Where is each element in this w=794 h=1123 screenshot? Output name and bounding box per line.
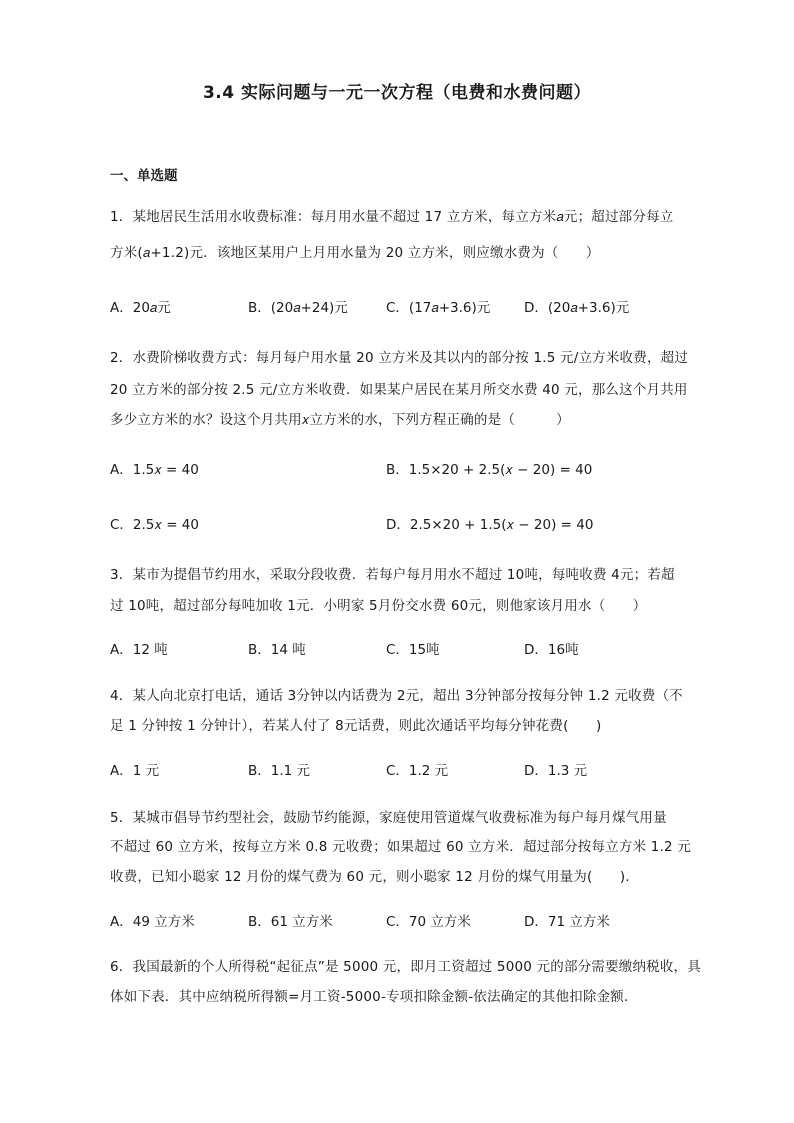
- question-3-line-2: 过 10吨，超过部分每吨加收 1元．小明家 5月份交水费 60元，则他家该月用水（ ）: [110, 598, 647, 614]
- question-1-line-1: 1．某地居民生活用水收费标准：每月用水量不超过 17 立方米，每立方米𝑎元；超过部分每立: [110, 209, 674, 225]
- question-3-option-c: C．15吨: [386, 642, 440, 658]
- question-2-option-b: B．1.5×20 + 2.5(𝑥 − 20) = 40: [386, 462, 593, 478]
- question-4-option-c: C．1.2 元: [386, 763, 449, 779]
- question-1-option-c: C．(17𝑎+3.6)元: [386, 300, 491, 316]
- question-5-line-1: 5．某城市倡导节约型社会，鼓励节约能源，家庭使用管道煤气收费标准为每户每月煤气用量: [110, 810, 667, 826]
- question-1-line-2: 方米(𝑎+1.2)元．该地区某用户上月用水量为 20 立方米，则应缴水费为（ ）: [110, 245, 600, 261]
- question-2-option-d: D．2.5×20 + 1.5(𝑥 − 20) = 40: [386, 517, 594, 533]
- page-title: 3.4 实际问题与一元一次方程（电费和水费问题）: [202, 83, 592, 103]
- question-1-option-a: A．20𝑎元: [110, 300, 171, 316]
- section-heading: 一、单选题: [110, 168, 178, 184]
- question-2-line-1: 2．水费阶梯收费方式：每月每户用水量 20 立方米及其以内的部分按 1.5 元/立方米收费，超过: [110, 350, 689, 366]
- question-5-option-a: A．49 立方米: [110, 914, 195, 930]
- question-5-option-c: C．70 立方米: [386, 914, 471, 930]
- question-4-option-a: A．1 元: [110, 763, 160, 779]
- question-2-line-2: 20 立方米的部分按 2.5 元/立方米收费．如果某户居民在某月所交水费 40 元，那么这个月共用: [110, 382, 688, 398]
- question-1-option-b: B．(20𝑎+24)元: [248, 300, 348, 316]
- question-3-option-b: B．14 吨: [248, 642, 306, 658]
- question-2-line-3: 多少立方米的水？设这个月共用𝑥立方米的水，下列方程正确的是（ ）: [110, 412, 570, 428]
- question-4-option-d: D．1.3 元: [524, 763, 588, 779]
- question-3-option-a: A．12 吨: [110, 642, 168, 658]
- question-2-option-c: C．2.5𝑥 = 40: [110, 517, 199, 533]
- question-3-line-1: 3．某市为提倡节约用水，采取分段收费．若每户每月用水不超过 10吨，每吨收费 4元；若超: [110, 567, 675, 583]
- question-5-line-2: 不超过 60 立方米，按每立方米 0.8 元收费；如果超过 60 立方米．超过部分按每立方米 1.2 元: [110, 839, 692, 855]
- question-3-option-d: D．16吨: [524, 642, 579, 658]
- question-4-line-1: 4．某人向北京打电话，通话 3分钟以内话费为 2元，超出 3分钟部分按每分钟 1.2 元收费（不: [110, 688, 683, 704]
- question-5-line-3: 收费，已知小聪家 12 月份的煤气费为 60 元，则小聪家 12 月份的煤气用量为( )．: [110, 869, 640, 885]
- question-5-option-d: D．71 立方米: [524, 914, 610, 930]
- question-1-option-d: D．(20𝑎+3.6)元: [524, 300, 630, 316]
- question-4-option-b: B．1.1 元: [248, 763, 311, 779]
- question-4-line-2: 足 1 分钟按 1 分钟计），若某人付了 8元话费，则此次通话平均每分钟花费( ): [110, 718, 602, 734]
- question-2-option-a: A．1.5𝑥 = 40: [110, 462, 199, 478]
- question-6-line-1: 6．我国最新的个人所得税“起征点”是 5000 元，即月工资超过 5000 元的部分需要缴纳税收，具: [110, 959, 701, 975]
- question-6-line-2: 体如下表．其中应纳税所得额=月工资-5000-专项扣除金额-依法确定的其他扣除金额．: [110, 989, 638, 1005]
- question-5-option-b: B．61 立方米: [248, 914, 333, 930]
